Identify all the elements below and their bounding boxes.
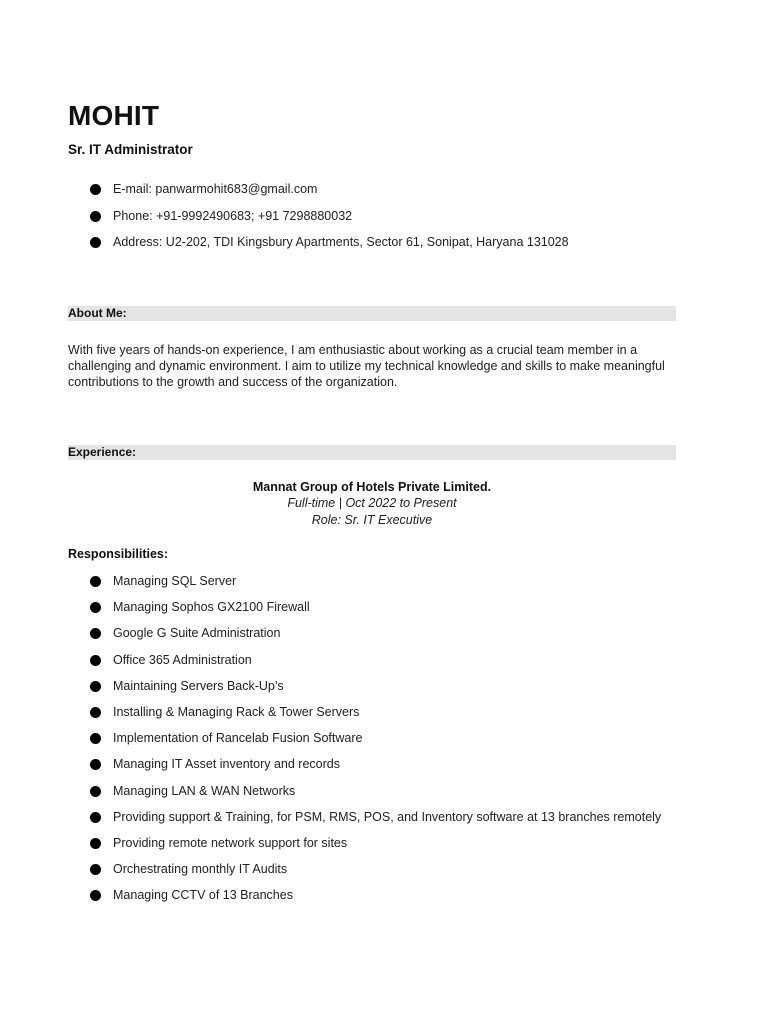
company-name: Mannat Group of Hotels Private Limited. (252, 480, 492, 494)
list-item: Orchestrating monthly IT Audits (90, 861, 680, 877)
list-item: Managing Sophos GX2100 Firewall (90, 599, 680, 615)
experience-entry (68, 479, 676, 529)
list-item: Office 365 Administration (90, 652, 680, 668)
list-item: Managing LAN & WAN Networks (90, 783, 680, 799)
contact-phone: Phone: +91-9992490683; +91 7298880032 (90, 208, 680, 224)
candidate-name: MOHIT (68, 100, 160, 131)
responsibilities-list (90, 573, 680, 913)
about-text: With five years of hands-on experience, I am enthusiastic about working as a crucial team member in a challenging and dynamic environment. I aim to utilize my technical knowledge and skills to make meaningful contributions to the growth and success of the organization. (68, 343, 665, 389)
contact-address: Address: U2-202, TDI Kingsbury Apartments, Sector 61, Sonipat, Haryana 131028 (90, 234, 680, 250)
list-item: Providing support & Training, for PSM, RMS, POS, and Inventory software at 13 branches remotely (90, 809, 680, 825)
list-item: Providing remote network support for sites (90, 835, 680, 851)
list-item: Managing CCTV of 13 Branches (90, 887, 680, 903)
about-heading: About Me: (68, 306, 676, 321)
list-item: Maintaining Servers Back-Up’s (90, 678, 680, 694)
list-item: Implementation of Rancelab Fusion Software (90, 730, 680, 746)
list-item: Installing & Managing Rack & Tower Servers (90, 704, 680, 720)
list-item: Google G Suite Administration (90, 625, 680, 641)
job-title: Sr. IT Administrator (68, 142, 193, 157)
experience-heading: Experience: (68, 445, 676, 460)
employment-period: Full-time | Oct 2022 to Present (287, 496, 457, 510)
list-item: Managing SQL Server (90, 573, 680, 589)
contact-list (90, 181, 680, 261)
role-label: Role: Sr. IT Executive (311, 513, 433, 527)
contact-email: E-mail: panwarmohit683@gmail.com (90, 181, 680, 197)
responsibilities-heading: Responsibilities: (68, 547, 169, 561)
list-item: Managing IT Asset inventory and records (90, 756, 680, 772)
